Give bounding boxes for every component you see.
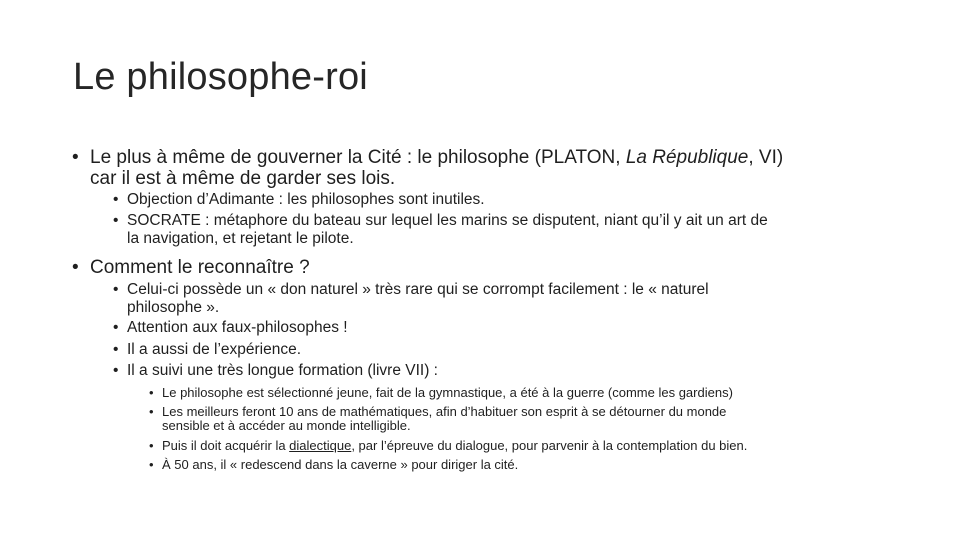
bullet-line-2: la navigation, et rejetant le pilote. [127,230,354,247]
bullet-line-1 [90,147,783,168]
bullet-icon: • [72,257,79,278]
bullet-line-2: sensible et à accéder au monde intelligible. [162,417,411,433]
text-run: , par l’épreuve du dialogue, pour parvenir à la contemplation du bien. [351,438,748,453]
bullet-line-1: SOCRATE : métaphore du bateau sur lequel les marins se disputent, niant qu’il y ait un art de [127,212,768,229]
bullet-text: Comment le reconnaître ? [90,257,310,278]
bullet-icon: • [113,362,119,379]
bullet-icon: • [113,341,119,358]
bullet-text: Attention aux faux-philosophes ! [127,319,348,336]
bullet-text: Il a aussi de l’expérience. [127,341,302,358]
bullet-level1-recognize [72,257,310,278]
underlined-term: dialectique [289,438,352,453]
bullet-level3-mathematiques [149,404,727,433]
bullet-icon: • [149,457,154,472]
bullet-line-2: philosophe ». [127,299,220,316]
bullet-line-2: car il est à même de garder ses lois. [90,168,396,189]
text-run: , VI) [748,147,784,168]
bullet-icon: • [113,319,119,336]
bullet-level1-governance [72,147,784,189]
bullet-level2-don-naturel [113,281,709,317]
bullet-level2-faux-philosophes [113,319,348,337]
bullet-icon: • [113,191,119,208]
italic-book-title: La République [625,147,749,168]
text-run: Le plus à même de gouverner la Cité : le philosophe (PLATON, [90,147,626,168]
bullet-text: Il a suivi une très longue formation (livre VII) : [127,362,438,379]
bullet-line-1: Les meilleurs feront 10 ans de mathématiques, afin d’habituer son esprit à se détourner du monde [162,404,727,419]
bullet-level2-formation [113,362,438,380]
bullet-icon: • [72,147,79,168]
bullet-text: Le philosophe est sélectionné jeune, fait de la gymnastique, a été à la guerre (comme les gardiens) [162,385,733,400]
bullet-icon: • [149,438,154,453]
bullet-level2-experience [113,341,302,359]
bullet-line-1: Celui-ci possède un « don naturel » très rare qui se corrompt facilement : le « naturel [127,281,709,298]
bullet-text: Objection d’Adimante : les philosophes sont inutiles. [127,191,485,208]
bullet-level3-selection [149,385,733,400]
bullet-icon: • [113,212,119,229]
text-run: Puis il doit acquérir la [162,438,290,453]
bullet-level2-socrate [113,212,768,248]
bullet-icon: • [113,281,119,298]
bullet-icon: • [149,404,154,419]
slide-title: Le philosophe-roi [73,56,368,98]
bullet-level3-caverne [149,457,519,472]
bullet-level3-dialectique [149,438,748,453]
bullet-text: À 50 ans, il « redescend dans la caverne » pour diriger la cité. [162,457,519,472]
bullet-level2-objection [113,191,485,209]
bullet-icon: • [149,385,154,400]
